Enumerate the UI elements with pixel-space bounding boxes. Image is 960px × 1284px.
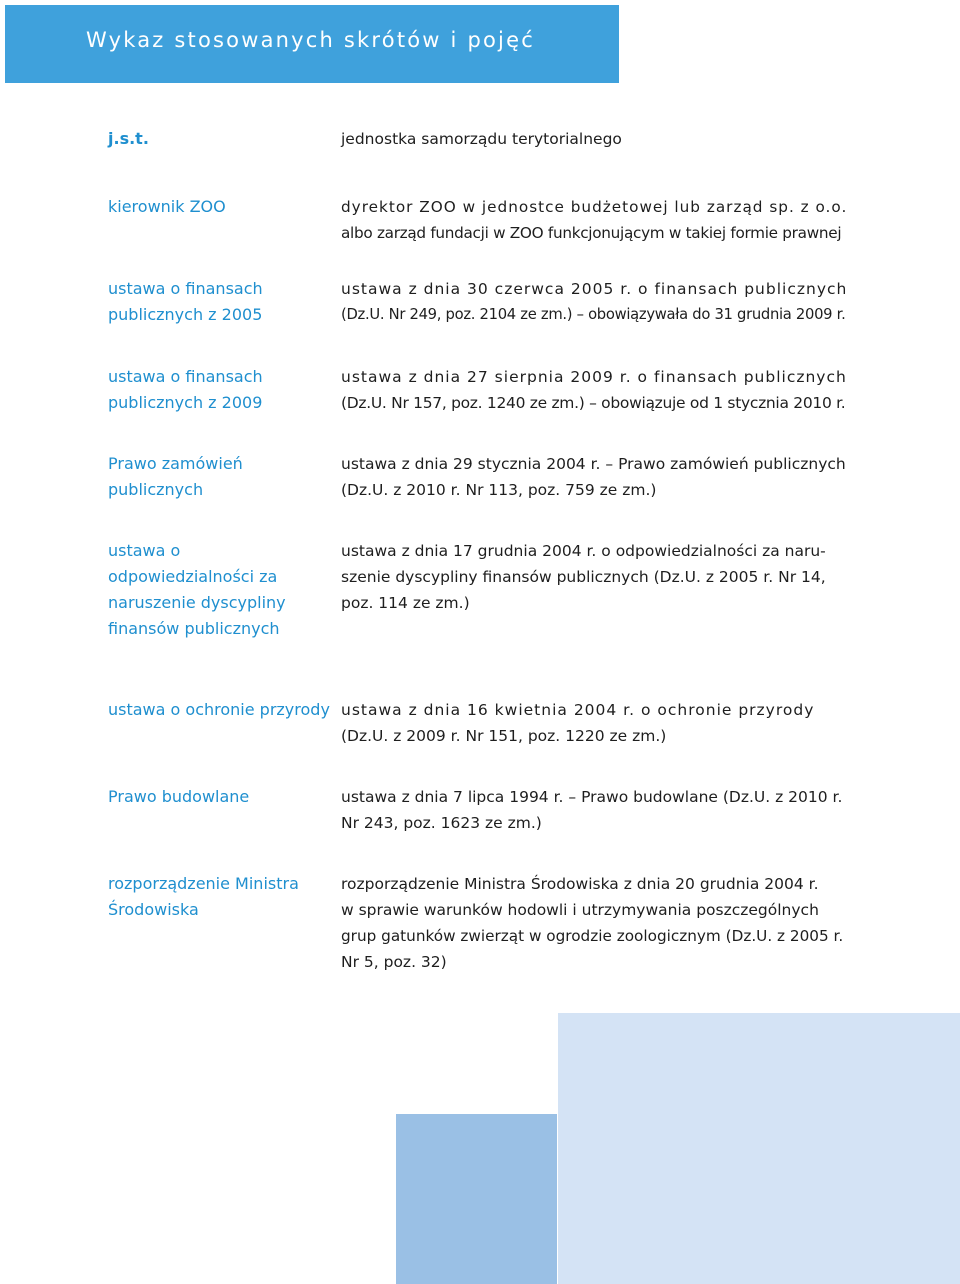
definition-line: (Dz.U. Nr 157, poz. 1240 ze zm.) – obowiązuje od 1 stycznia 2010 r. [341,394,846,412]
definition-line: Nr 243, poz. 1623 ze zm.) [341,814,542,832]
term-ustawa-finanse-2009: ustawa o finansach publicznych z 2009 [108,367,263,412]
decorative-block-light [558,1013,960,1284]
definition-rozporzadzenie-ministra [341,871,845,975]
definition-line: ustawa z dnia 27 sierpnia 2009 r. o finansach publicznych [341,368,847,386]
definition-line: (Dz.U. z 2009 r. Nr 151, poz. 1220 ze zm.) [341,727,667,745]
definition-line: jednostka samorządu terytorialnego [341,130,622,148]
page-title: Wykaz stosowanych skrótów i pojęć [86,28,535,52]
definition-line: ustawa z dnia 30 czerwca 2005 r. o finansach publicznych [341,280,848,298]
term-ustawa-dyscyplina: ustawa o odpowiedzialności za naruszenie dyscypliny finansów publicznych [108,541,286,638]
definition-line: (Dz.U. Nr 249, poz. 2104 ze zm.) – obowiązywała do 31 grudnia 2009 r. [341,306,846,323]
definition-line: grup gatunków zwierząt w ogrodzie zoologicznym (Dz.U. z 2005 r. [341,927,844,945]
term-prawo-zamowien: Prawo zamówień publicznych [108,454,243,499]
term-prawo-budowlane: Prawo budowlane [108,787,250,806]
definition-line: dyrektor ZOO w jednostce budżetowej lub zarząd sp. z o.o. [341,198,848,216]
definition-kierownik-zoo [341,194,848,246]
term-ustawa-finanse-2005: ustawa o finansach publicznych z 2005 [108,279,263,324]
definition-prawo-zamowien [341,451,845,503]
definition-jst [341,126,845,152]
definition-prawo-budowlane [341,784,845,836]
decorative-block-dark [396,1114,557,1284]
definition-ustawa-dyscyplina [341,538,845,616]
definition-line: albo zarząd fundacji w ZOO funkcjonującym w takiej formie prawnej [341,224,842,242]
definition-ustawa-ochrona-przyrody [341,697,845,749]
definition-line: Nr 5, poz. 32) [341,953,447,971]
definition-line: (Dz.U. z 2010 r. Nr 113, poz. 759 ze zm.) [341,481,657,499]
term-ustawa-ochrona-przyrody: ustawa o ochronie przyrody [108,700,330,719]
term-jst: j.s.t. [108,129,149,148]
definition-line: ustawa z dnia 16 kwietnia 2004 r. o ochronie przyrody [341,701,815,719]
definition-line: poz. 114 ze zm.) [341,594,470,612]
definition-line: ustawa z dnia 29 stycznia 2004 r. – Prawo zamówień publicznych [341,455,846,473]
term-rozporzadzenie-ministra: rozporządzenie Ministra Środowiska [108,874,299,919]
definition-line: ustawa z dnia 17 grudnia 2004 r. o odpowiedzialności za naru- [341,542,826,560]
definition-ustawa-finanse-2009 [341,364,845,416]
definition-line: rozporządzenie Ministra Środowiska z dnia 20 grudnia 2004 r. [341,875,819,893]
definition-line: szenie dyscypliny finansów publicznych (Dz.U. z 2005 r. Nr 14, [341,568,826,586]
definition-line: ustawa z dnia 7 lipca 1994 r. – Prawo budowlane (Dz.U. z 2010 r. [341,788,843,806]
term-kierownik-zoo: kierownik ZOO [108,197,226,216]
definition-line: w sprawie warunków hodowli i utrzymywania poszczególnych [341,901,819,919]
definition-ustawa-finanse-2005 [341,276,848,328]
